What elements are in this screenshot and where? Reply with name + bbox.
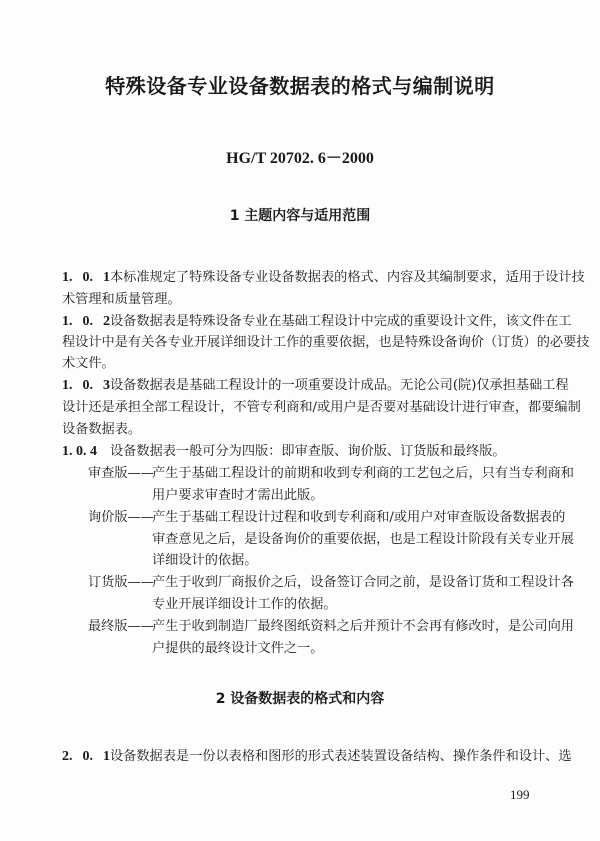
clause-number: 1. 0. 3	[62, 378, 110, 393]
clause-number: 1. 0. 1	[62, 270, 110, 285]
clause-text: 设计还是承担全部工程设计，不管专利商和/或用户是否要对基础设计进行审查，都要编制	[62, 400, 581, 415]
clause-number: 2. 0. 1	[62, 749, 110, 764]
clause-1-0-1	[62, 269, 585, 287]
section-1-heading: 1 主题内容与适用范围	[229, 208, 371, 224]
clause-1-0-4	[62, 443, 506, 461]
clause-text: 术管理和质量管理。	[62, 292, 181, 307]
clause-text: 术文件。	[62, 356, 115, 371]
clause-text: 设备数据表一般可分为四版：即审查版、询价版、订货版和最终版。	[110, 444, 506, 459]
version-review-label: 审查版——	[88, 466, 154, 481]
clause-number: 1. 0. 4	[62, 444, 97, 459]
clause-text: 设备数据表是基础工程设计的一项重要设计成品。无论公司(院)仅承担基础工程	[110, 378, 569, 393]
version-final-label: 最终版——	[88, 619, 154, 634]
version-order-label: 订货版——	[88, 575, 154, 590]
page-number: 199	[510, 787, 530, 802]
section-2-heading: 2 设备数据表的格式和内容	[215, 691, 385, 707]
standard-code: HG/T 20702. 6－2000	[226, 150, 374, 167]
clause-text: 设备数据表是特殊设备专业在基础工程设计中完成的重要设计文件，该文件在工	[110, 314, 572, 329]
version-text: 审查意见之后，是设备询价的重要依据，也是工程设计阶段有关专业开展	[152, 532, 574, 547]
clause-1-0-3	[62, 377, 569, 395]
version-text: 户提供的最终设计文件之一。	[152, 641, 324, 656]
version-text: 用户要求审查时才需出此版。	[152, 488, 324, 503]
clause-number: 1. 0. 2	[62, 314, 110, 329]
version-inquiry-label: 询价版——	[88, 510, 154, 525]
clause-text: 本标准规定了特殊设备专业设备数据表的格式、内容及其编制要求，适用于设计技	[110, 270, 585, 285]
clause-1-0-2	[62, 313, 572, 331]
version-text: 专业开展详细设计工作的依据。	[152, 597, 337, 612]
document-title: 特殊设备专业设备数据表的格式与编制说明	[105, 74, 495, 98]
version-text: 产生于基础工程设计过程和收到专利商和/或用户对审查版设备数据表的	[152, 510, 566, 525]
clause-2-0-1	[62, 748, 572, 766]
version-text: 产生于基础工程设计的前期和收到专利商的工艺包之后，只有当专利商和	[152, 466, 574, 481]
version-text: 详细设计的依据。	[152, 553, 258, 568]
version-text: 产生于收到厂商报价之后，设备签订合同之前，是设备订货和工程设计各	[152, 575, 574, 590]
version-text: 产生于收到制造厂最终图纸资料之后并预计不会再有修改时，是公司向用	[152, 619, 574, 634]
clause-text: 程设计中是有关各专业开展详细设计工作的重要依据，也是特殊设备询价（订货）的必要技	[62, 335, 590, 350]
clause-text: 设备数据表。	[62, 422, 142, 437]
clause-text: 设备数据表是一份以表格和图形的形式表述装置设备结构、操作条件和设计、选	[110, 749, 572, 764]
